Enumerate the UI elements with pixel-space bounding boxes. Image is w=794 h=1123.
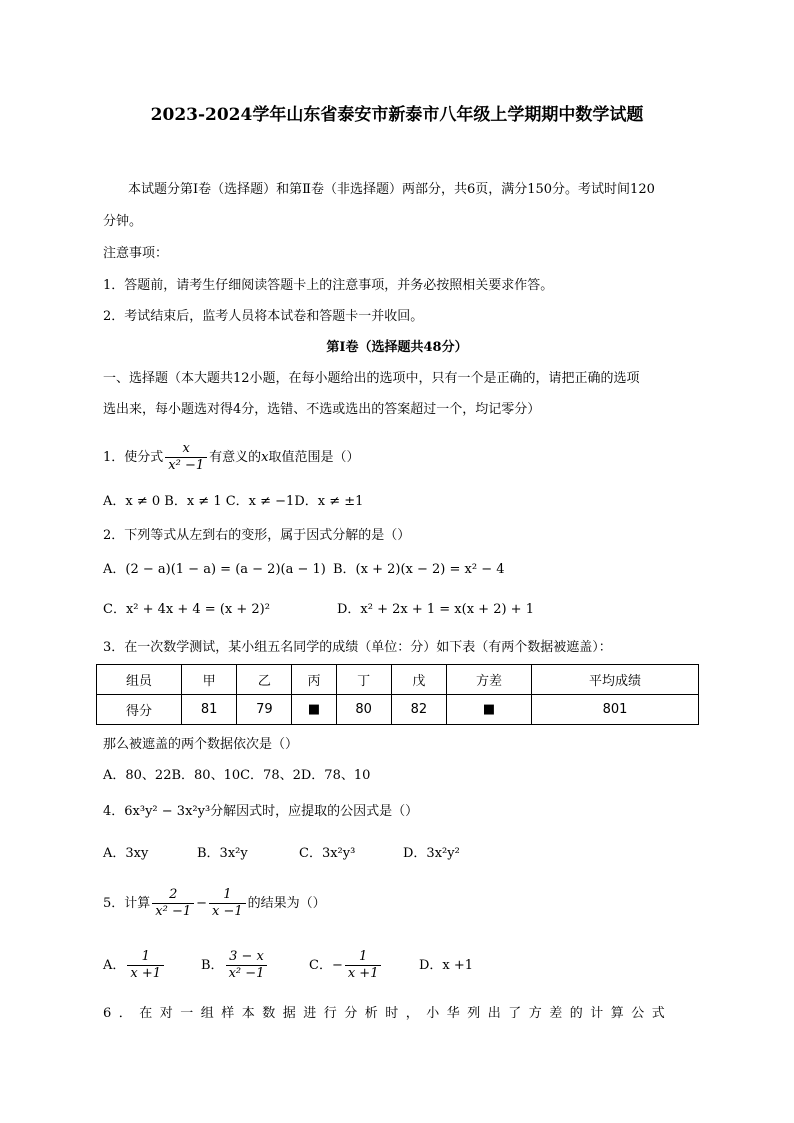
question-1-options: A．x ≠ 0 B．x ≠ 1 C．x ≠ −1D．x ≠ ±1 (103, 494, 364, 509)
table-cell: 81 (182, 695, 237, 725)
section1-line-1: 一、选择题（本大题共12小题，在每小题给出的选项中，只有一个是正确的，请把正确的选项 (103, 371, 640, 386)
question-6-stem: 6．在对一组样本数据进行分析时，小华列出了方差的计算公式 (103, 1006, 673, 1021)
table-header-cell: 组员 (97, 665, 182, 695)
table-cell: ■ (292, 695, 336, 725)
notice-item-2: 2．考试结束后，监考人员将本试卷和答题卡一并收回。 (103, 309, 424, 324)
table-cell: 801 (532, 695, 699, 725)
fraction: $\frac{x}{\text{x² −1}}$ (165, 441, 207, 474)
fraction: $\frac{1}{x +1}$ (345, 949, 382, 982)
fraction: $\frac{2}{\text{x² −1}}$ (152, 887, 194, 920)
question-1: 1．使分式 $\frac{x}{\text{x² −1}}$ 有意义的x取值范围是（） (103, 441, 360, 473)
table-cell: 得分 (97, 695, 182, 725)
question-3-stem: 3．在一次数学测试，某小组五名同学的成绩（单位：分）如下表（有两个数据被遮盖）： (103, 640, 612, 655)
table-header-cell: 甲 (182, 665, 237, 695)
table-header-cell: 丙 (292, 665, 336, 695)
table-cell: ■ (447, 695, 532, 725)
table-cell: 82 (391, 695, 446, 725)
table-header-cell: 乙 (237, 665, 292, 695)
question-2-stem: 2．下列等式从左到右的变形，属于因式分解的是（） (103, 528, 411, 543)
question-5-options: A． $\frac{1}{x +1}$ B． $\frac{3 - x}{\text{x² −1}}$ C．− $\frac{1}{x +1}$ D．x +1 (103, 949, 474, 981)
scores-table (96, 664, 699, 725)
notice-heading: 注意事项： (103, 246, 169, 261)
question-2-options-cd: C．x² + 4x + 4 = (x + 2)² D．x² + 2x + 1 = x(x + 2) + 1 (103, 602, 534, 617)
question-3-question: 那么被遮盖的两个数据依次是（） (103, 737, 299, 752)
table-header-cell: 丁 (336, 665, 391, 695)
fraction: $\frac{1}{x +1}$ (127, 949, 164, 982)
question-4-stem: 4．6x³y² − 3x²y³分解因式时，应提取的公因式是（） (103, 804, 419, 819)
table-cell: 80 (336, 695, 391, 725)
question-5-stem: 5．计算 $\frac{2}{\text{x² −1}}$ − $\frac{1}{x -1}$ 的结果为（） (103, 887, 326, 919)
part1-heading: 第Ⅰ卷（选择题共48分） (326, 340, 468, 355)
table-row (97, 695, 699, 725)
fraction: $\frac{1}{x -1}$ (209, 887, 246, 920)
question-3-options: A．80、22B．80、10C．78、2D．78、10 (103, 768, 371, 783)
question-4-options: A．3xy B．3x²y C．3x²y³ D．3x²y² (103, 846, 460, 861)
fraction: $\frac{3 - x}{\text{x² −1}}$ (226, 949, 268, 982)
question-2-options-ab: A．(2 − a)(1 − a) = (a − 2)(a − 1) B．(x + 2)(x − 2) = x² − 4 (103, 562, 505, 577)
table-cell: 79 (237, 695, 292, 725)
intro-line-1: 本试题分第Ⅰ卷（选择题）和第Ⅱ卷（非选择题）两部分，共6页，满分150分。考试时间120 (128, 182, 655, 197)
table-header-cell: 戊 (391, 665, 446, 695)
page-title: 2023-2024学年山东省泰安市新泰市八年级上学期期中数学试题 (150, 105, 644, 125)
notice-item-1: 1．答题前，请考生仔细阅读答题卡上的注意事项，并务必按照相关要求作答。 (103, 278, 554, 293)
intro-line-2: 分钟。 (103, 214, 143, 229)
table-row (97, 665, 699, 695)
table-header-cell: 方差 (447, 665, 532, 695)
section1-line-2: 选出来，每小题选对得4分，选错、不选或选出的答案超过一个，均记零分） (103, 402, 541, 417)
table-header-cell: 平均成绩 (532, 665, 699, 695)
